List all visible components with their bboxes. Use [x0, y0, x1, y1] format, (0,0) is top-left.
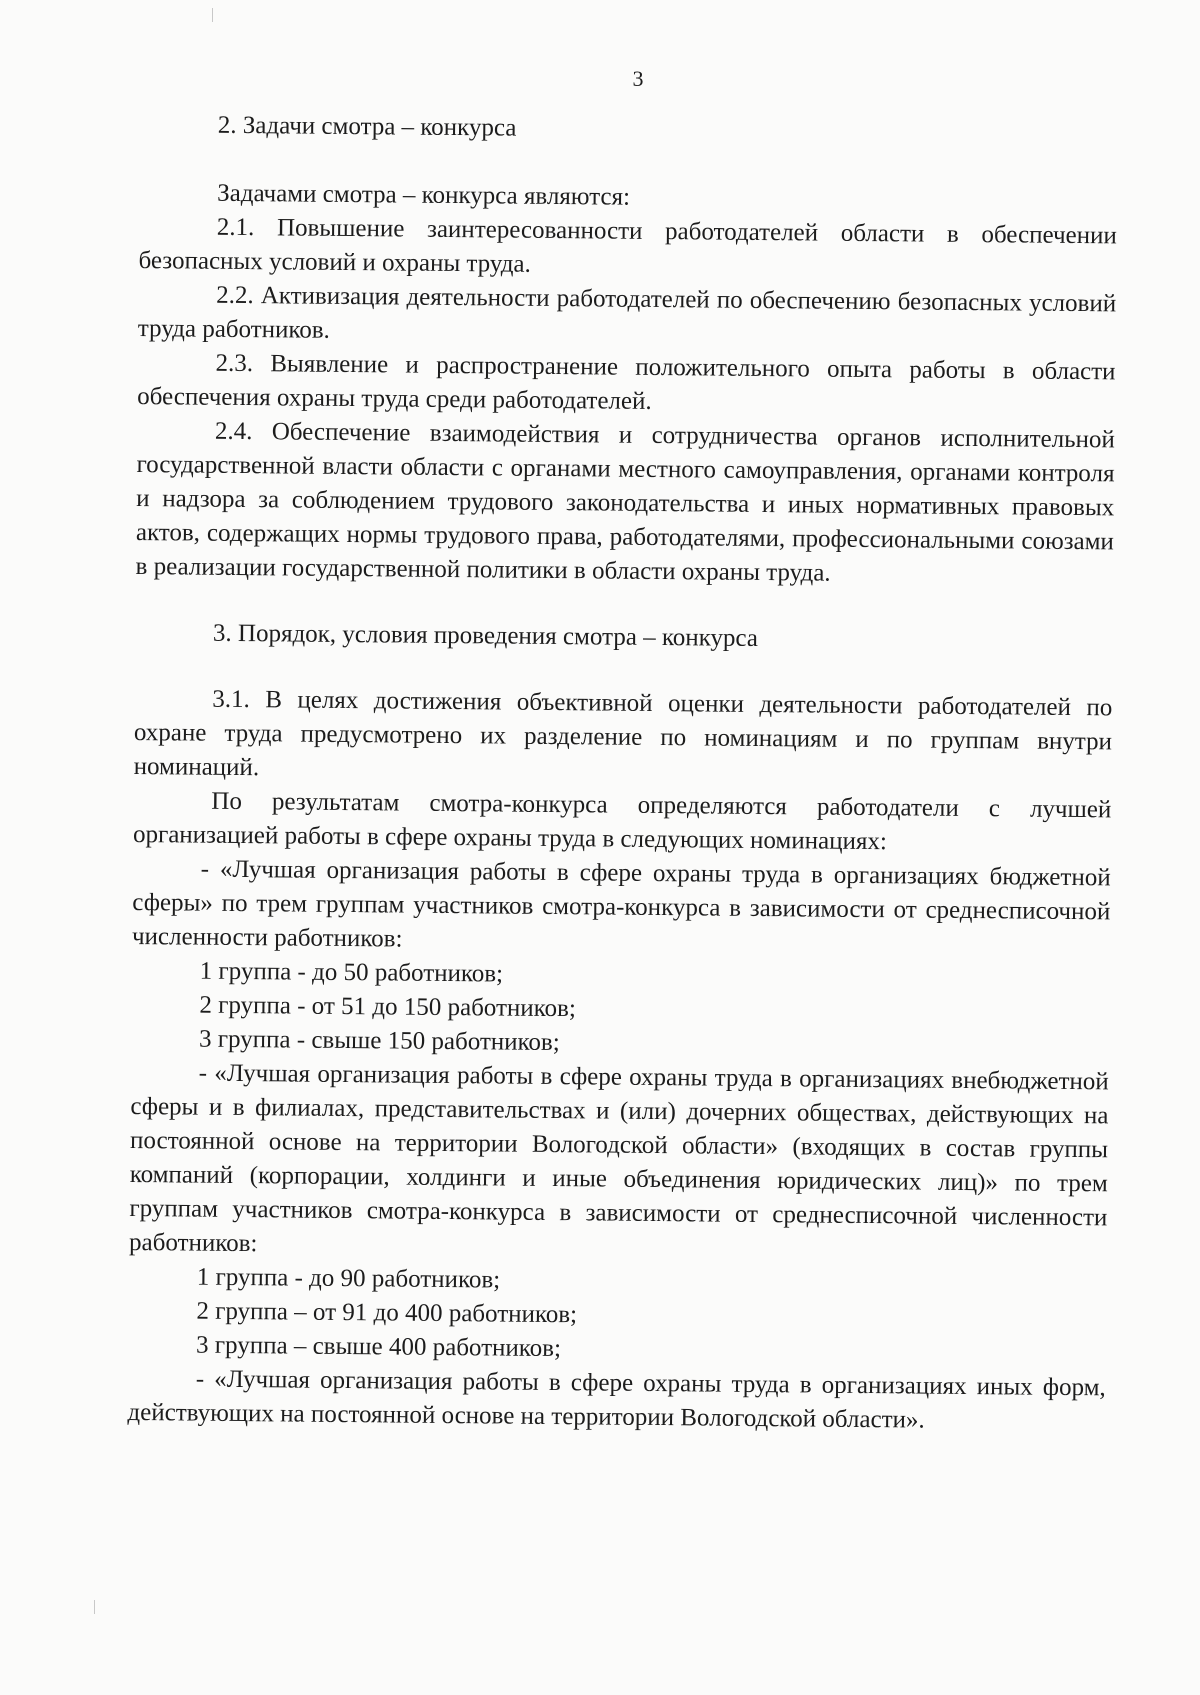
clause-3-1: 3.1. В целях достижения объективной оценки деятельности работодателей по охране труда предусмотрено их разделение по номинациям и по группам внутри номинаций. [133, 685, 1113, 782]
group-line: 3 группа – свыше 400 работников; [195, 1331, 562, 1363]
page-number: 3 [632, 66, 644, 91]
task-item-2-2: 2.2. Активизация деятельности работодателей по обеспечению безопасных условий труда работников. [137, 281, 1117, 344]
task-item-2-3: 2.3. Выявление и распространение положительного опыта работы в области обеспечения охраны труда среди работодателей. [137, 349, 1116, 415]
task-item-2-4: 2.4. Обеспечение взаимодействия и сотрудничества органов исполнительной государственной власти области с органами местного самоуправления, органами контроля и надзора за соблюдением трудового законодательства и иных нормативных правовых актов, содержащих нормы трудового права, работодателями, профессиональными союзами в реализации государственной политики в области охраны труда. [135, 417, 1115, 587]
document-body [127, 108, 1118, 1439]
task-item-2-1: 2.1. Повышение заинтересованности работодателей области в обеспечении безопасных условий и охраны труда. [138, 213, 1117, 278]
group-line: 1 группа - до 50 работников; [199, 957, 504, 988]
section-2-heading: 2. Задачи смотра – конкурса [217, 111, 517, 142]
scan-edge-mark [212, 8, 213, 22]
nomination-budget: - «Лучшая организация работы в сфере охраны труда в организациях бюджетной сферы» по трем группам участников смотра-конкурса в зависимости от среднесписочной численности работников: [131, 855, 1111, 953]
nominations-intro: По результатам смотра-конкурса определяются работодатели с лучшей организацией работы в сфере охраны труда в следующих номинациях: [132, 787, 1112, 856]
nomination-extrabudget: - «Лучшая организация работы в сфере охраны труда в организациях внебюджетной сферы и в филиалах, представительствах и (или) дочерних обществах, действующих на постоянной основе на территории Вологодской области» (входящих в состав группы компаний (корпорации, холдинги и иные объединения юридических лиц)» по трем группам участников смотра-конкурса в зависимости от среднесписочной численности работников: [128, 1059, 1109, 1258]
section-2-intro: Задачами смотра – конкурса являются: [217, 179, 631, 211]
nomination-other-forms: - «Лучшая организация работы в сфере охраны труда в организациях иных форм, действующих на постоянной основе на территории Вологодской области». [127, 1365, 1106, 1434]
section-3-heading: 3. Порядок, условия проведения смотра – конкурса [212, 619, 759, 652]
group-line: 1 группа - до 90 работников; [196, 1263, 501, 1294]
group-line: 2 группа - от 51 до 150 работников; [199, 991, 576, 1023]
group-line: 3 группа - свыше 150 работников; [198, 1025, 560, 1057]
scan-edge-mark [94, 1600, 95, 1614]
group-line: 2 группа – от 91 до 400 работников; [196, 1297, 578, 1329]
